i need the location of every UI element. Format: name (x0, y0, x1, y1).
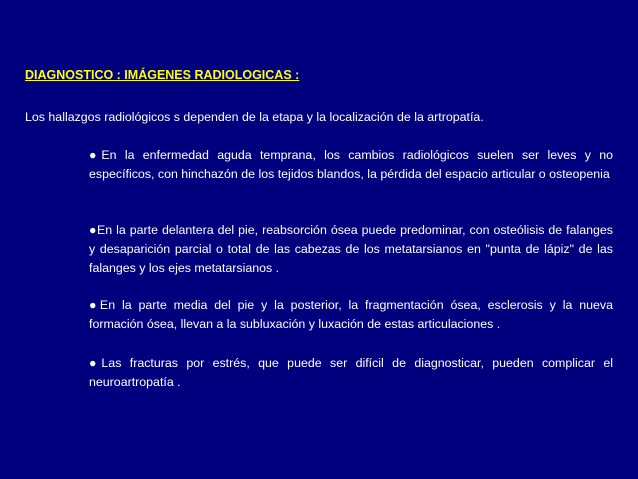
bullet-stress-fractures: ●Las fracturas por estrés, que puede ser difícil de diagnosticar, pueden complicar el neuroartropatía . (89, 356, 613, 389)
slide-heading: DIAGNOSTICO : IMÁGENES RADIOLOGICAS : (25, 68, 300, 82)
intro-text: Los hallazgos radiológicos s dependen de la etapa y la localización de la artropatía. (25, 110, 484, 124)
bullet-midfoot-hindfoot: ●En la parte media del pie y la posterior, la fragmentación ósea, esclerosis y la nueva formación ósea, llevan a la subluxación y luxación de estas articulaciones . (89, 298, 613, 331)
bullet-forefoot: ●En la parte delantera del pie, reabsorción ósea puede predominar, con osteólisis de falanges y desaparición parcial o total de las cabezas de los metatarsianos en "punta de lápiz" de las falanges y los ejes metatarsianos . (89, 223, 613, 275)
bullet-early-acute: ●En la enfermedad aguda temprana, los cambios radiológicos suelen ser leves y no específicos, con hinchazón de los tejidos blandos, la pérdida del espacio articular o osteopenia (89, 148, 613, 181)
